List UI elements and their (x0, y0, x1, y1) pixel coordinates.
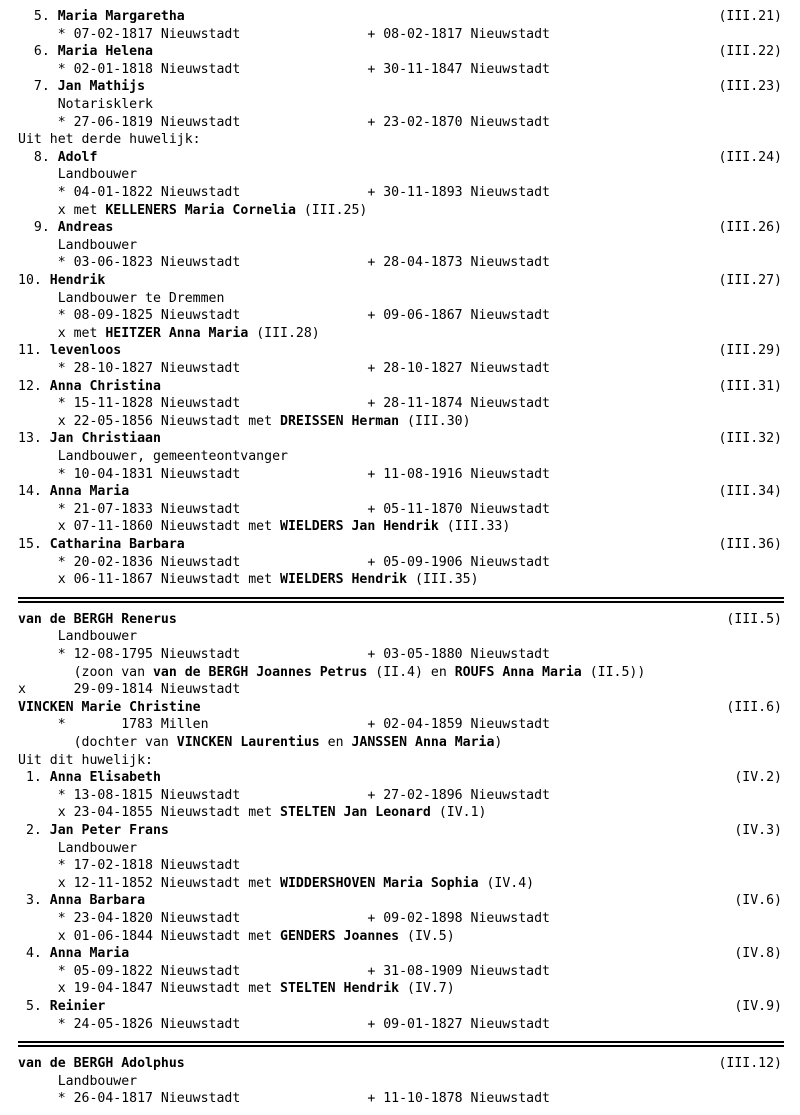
entry-line (18, 769, 800, 787)
entry-line (18, 325, 800, 343)
entry-text: Landbouwer (18, 1073, 138, 1089)
entry-line (18, 430, 800, 448)
entry-line (18, 734, 800, 752)
entry-text: ) (494, 735, 503, 750)
entry-text: 13. (18, 431, 50, 447)
entry-text: 8. (18, 149, 58, 165)
entry-line (18, 752, 800, 770)
person-name: JANSSEN Anna Maria (351, 735, 495, 750)
entry-line (18, 1055, 800, 1073)
entry-line (18, 980, 800, 998)
entry-line (18, 237, 800, 255)
entry-line (18, 1090, 800, 1108)
person-name: Catharina Barbara (49, 537, 185, 552)
entry-text: * 1783 Millen + 02-04-1859 Nieuwstadt (18, 717, 550, 733)
reference-code: (IV.9) (734, 999, 782, 1014)
entry-line (18, 26, 800, 44)
person-name: Jan Christiaan (49, 431, 161, 447)
entry-line (18, 131, 800, 149)
entry-text: x met (18, 325, 106, 341)
reference-code: (III.27) (718, 273, 782, 288)
entry-text: Uit het derde huwelijk: (18, 132, 201, 148)
person-name: STELTEN Jan Leonard (280, 805, 431, 821)
entry-text: Landbouwer (18, 237, 138, 253)
entry-text: x 06-11-1867 Nieuwstadt met (18, 572, 281, 588)
entry-line (18, 945, 800, 963)
entry-text: (III.35) (407, 572, 479, 588)
person-name: van de BERGH Adolphus (18, 1056, 185, 1072)
person-name: Anna Christina (49, 378, 161, 394)
entry-line (18, 307, 800, 325)
entry-text: * 10-04-1831 Nieuwstadt + 11-08-1916 Nieuwstadt (18, 466, 550, 482)
entry-line (18, 787, 800, 805)
entry-line (18, 360, 800, 378)
entry-text: * 03-06-1823 Nieuwstadt + 28-04-1873 Nieuwstadt (18, 255, 550, 271)
entry-text: (III.25) (295, 202, 368, 218)
reference-code: (III.32) (718, 431, 782, 447)
entry-text: Uit dit huwelijk: (18, 752, 153, 768)
reference-code: (III.36) (718, 537, 782, 552)
person-name: WIELDERS Jan Hendrik (280, 519, 439, 535)
entry-text: * 23-04-1820 Nieuwstadt + 09-02-1898 Nieuwstadt (18, 911, 550, 926)
entry-line (18, 501, 800, 519)
entry-line (18, 166, 800, 184)
entry-text: * 05-09-1822 Nieuwstadt + 31-08-1909 Nieuwstadt (18, 963, 550, 979)
entry-text: Landbouwer te Dremmen (18, 290, 225, 306)
entry-line (18, 448, 800, 466)
entry-text: (III.33) (438, 519, 511, 535)
entry-line (18, 646, 800, 664)
entry-line (18, 254, 800, 272)
entry-text: x 29-09-1814 Nieuwstadt (18, 682, 241, 698)
entry-text: 1. (18, 770, 50, 786)
entry-line (18, 466, 800, 484)
entry-text: Landbouwer (18, 167, 138, 183)
entry-line (18, 875, 800, 893)
entry-text: x 19-04-1847 Nieuwstadt met (18, 981, 281, 997)
entry-line (18, 1016, 800, 1034)
entry-text: (III.28) (248, 325, 320, 341)
entry-line (18, 378, 800, 396)
entry-line (18, 413, 800, 431)
person-name: Jan Peter Frans (49, 823, 169, 838)
entry-text: 4. (18, 946, 50, 962)
entry-text: Notarisklerk (18, 97, 153, 112)
entry-text: * 20-02-1836 Nieuwstadt + 05-09-1906 Nieuwstadt (18, 554, 550, 570)
person-name: Anna Maria (49, 484, 130, 500)
entry-line (18, 716, 800, 734)
entry-text: x 22-05-1856 Nieuwstadt met (18, 413, 281, 429)
person-name: DREISSEN Herman (280, 413, 400, 429)
section-divider (18, 597, 784, 603)
entry-line (18, 963, 800, 981)
entry-text: (zoon van (18, 664, 153, 680)
reference-code: (IV.2) (734, 770, 782, 786)
entry-line (18, 892, 800, 910)
entry-text: * 04-01-1822 Nieuwstadt + 30-11-1893 Nieuwstadt (18, 185, 550, 200)
person-name: STELTEN Hendrik (280, 981, 400, 997)
entry-text: x met (18, 202, 106, 218)
entry-text: * 12-08-1795 Nieuwstadt + 03-05-1880 Nieuwstadt (18, 647, 550, 662)
entry-line (18, 8, 800, 26)
entry-line (18, 149, 800, 167)
entry-text: (IV.5) (399, 928, 455, 944)
entry-line (18, 114, 800, 132)
entry-line (18, 628, 800, 646)
person-name: van de BERGH Renerus (18, 611, 177, 627)
person-name: VINCKEN Laurentius (176, 735, 320, 750)
person-name: Reinier (49, 999, 106, 1014)
entry-text: * 17-02-1818 Nieuwstadt (18, 858, 241, 874)
reference-code: (III.26) (718, 220, 782, 236)
person-name: KELLENERS Maria Cornelia (105, 202, 296, 218)
entry-text: 5. (18, 999, 50, 1014)
entry-line (18, 857, 800, 875)
entry-text: * 24-05-1826 Nieuwstadt + 09-01-1827 Nieuwstadt (18, 1016, 550, 1032)
entry-line (18, 681, 800, 699)
reference-code: (III.23) (718, 79, 782, 95)
entry-text: (IV.7) (399, 981, 455, 997)
person-name: Maria Margaretha (57, 9, 185, 24)
entry-line (18, 840, 800, 858)
entry-line (18, 342, 800, 360)
entry-text: 11. (18, 343, 50, 359)
reference-code: (III.22) (718, 44, 782, 60)
entry-text: 10. (18, 273, 50, 288)
entry-text: Landbouwer (18, 840, 138, 856)
entry-text: * 21-07-1833 Nieuwstadt + 05-11-1870 Nieuwstadt (18, 501, 550, 517)
person-name: GENDERS Joannes (280, 928, 400, 944)
entry-line (18, 272, 800, 290)
reference-code: (III.21) (718, 9, 782, 24)
entry-line (18, 219, 800, 237)
reference-code: (III.24) (718, 149, 782, 165)
person-name: WIDDERSHOVEN Maria Sophia (280, 875, 479, 891)
entry-text: Landbouwer (18, 629, 138, 645)
entry-text: 3. (18, 893, 50, 909)
entry-line (18, 483, 800, 501)
entry-text: x 12-11-1852 Nieuwstadt met (18, 875, 281, 891)
entry-line (18, 518, 800, 536)
entry-text: * 02-01-1818 Nieuwstadt + 30-11-1847 Nieuwstadt (18, 61, 550, 77)
entry-text: (III.30) (399, 413, 471, 429)
entry-text: (IV.4) (478, 875, 535, 891)
entry-text: * 28-10-1827 Nieuwstadt + 28-10-1827 Nieuwstadt (18, 361, 550, 376)
entry-line (18, 664, 800, 682)
entry-line (18, 699, 800, 717)
entry-line (18, 536, 800, 554)
person-name: WIELDERS Hendrik (280, 572, 408, 588)
entry-text: * 07-02-1817 Nieuwstadt + 08-02-1817 Nieuwstadt (18, 26, 550, 42)
entry-line (18, 184, 800, 202)
reference-code: (IV.3) (734, 823, 782, 838)
person-name: Anna Maria (49, 946, 130, 962)
entry-line (18, 571, 800, 589)
entry-text: 7. (18, 79, 58, 95)
person-name: Anna Barbara (49, 893, 146, 909)
entry-line (18, 928, 800, 946)
entry-line (18, 611, 800, 629)
entry-line (18, 1073, 800, 1091)
entry-text: 15. (18, 537, 50, 552)
entry-text: Landbouwer, gemeenteontvanger (18, 449, 288, 464)
entry-text: x 01-06-1844 Nieuwstadt met (18, 928, 281, 944)
entry-line (18, 822, 800, 840)
person-name: Adolf (57, 149, 98, 165)
person-name: ROUFS Anna Maria (454, 664, 582, 680)
entry-text: 5. (18, 9, 58, 24)
entry-line (18, 61, 800, 79)
person-name: HEITZER Anna Maria (105, 325, 249, 341)
reference-code: (III.34) (718, 484, 782, 500)
entry-line (18, 395, 800, 413)
entry-line (18, 202, 800, 220)
entry-line (18, 910, 800, 928)
entry-text: * 13-08-1815 Nieuwstadt + 27-02-1896 Nieuwstadt (18, 787, 550, 803)
entry-text: (II.4) en (367, 664, 455, 680)
entry-text: x 23-04-1855 Nieuwstadt met (18, 805, 281, 821)
person-name: VINCKEN Marie Christine (18, 699, 201, 715)
entry-text: * 15-11-1828 Nieuwstadt + 28-11-1874 Nieuwstadt (18, 396, 550, 412)
person-name: levenloos (49, 343, 122, 359)
entry-text: (II.5)) (581, 664, 646, 680)
entry-line (18, 554, 800, 572)
entry-line (18, 290, 800, 308)
person-name: Hendrik (49, 273, 106, 288)
entry-text: (IV.1) (430, 805, 487, 821)
person-name: van de BERGH Joannes Petrus (152, 664, 368, 680)
reference-code: (III.31) (718, 378, 782, 394)
reference-code: (IV.8) (734, 946, 782, 962)
reference-code: (III.12) (718, 1056, 782, 1072)
reference-code: (IV.6) (734, 893, 782, 909)
reference-code: (III.6) (726, 699, 782, 715)
entry-text: * 27-06-1819 Nieuwstadt + 23-02-1870 Nieuwstadt (18, 114, 550, 130)
entry-line (18, 43, 800, 61)
entry-text: 14. (18, 484, 50, 500)
person-name: Jan Mathijs (57, 79, 146, 95)
reference-code: (III.5) (726, 611, 782, 627)
reference-code: (III.29) (718, 343, 782, 359)
entry-text: x 07-11-1860 Nieuwstadt met (18, 519, 281, 535)
person-name: Andreas (57, 220, 114, 236)
entry-text: 9. (18, 220, 58, 236)
entry-line (18, 998, 800, 1016)
section-divider (18, 1041, 784, 1047)
person-name: Anna Elisabeth (49, 770, 161, 786)
entry-text: 6. (18, 44, 58, 60)
entry-text: (dochter van (18, 735, 177, 750)
entry-line (18, 96, 800, 114)
entry-text: * 08-09-1825 Nieuwstadt + 09-06-1867 Nieuwstadt (18, 308, 550, 324)
entry-line (18, 78, 800, 96)
entry-text: 12. (18, 378, 50, 394)
entry-text: * 26-04-1817 Nieuwstadt + 11-10-1878 Nieuwstadt (18, 1091, 550, 1107)
person-name: Maria Helena (57, 44, 153, 60)
entry-text: 2. (18, 823, 50, 838)
entry-text: en (319, 735, 352, 750)
entry-line (18, 804, 800, 822)
